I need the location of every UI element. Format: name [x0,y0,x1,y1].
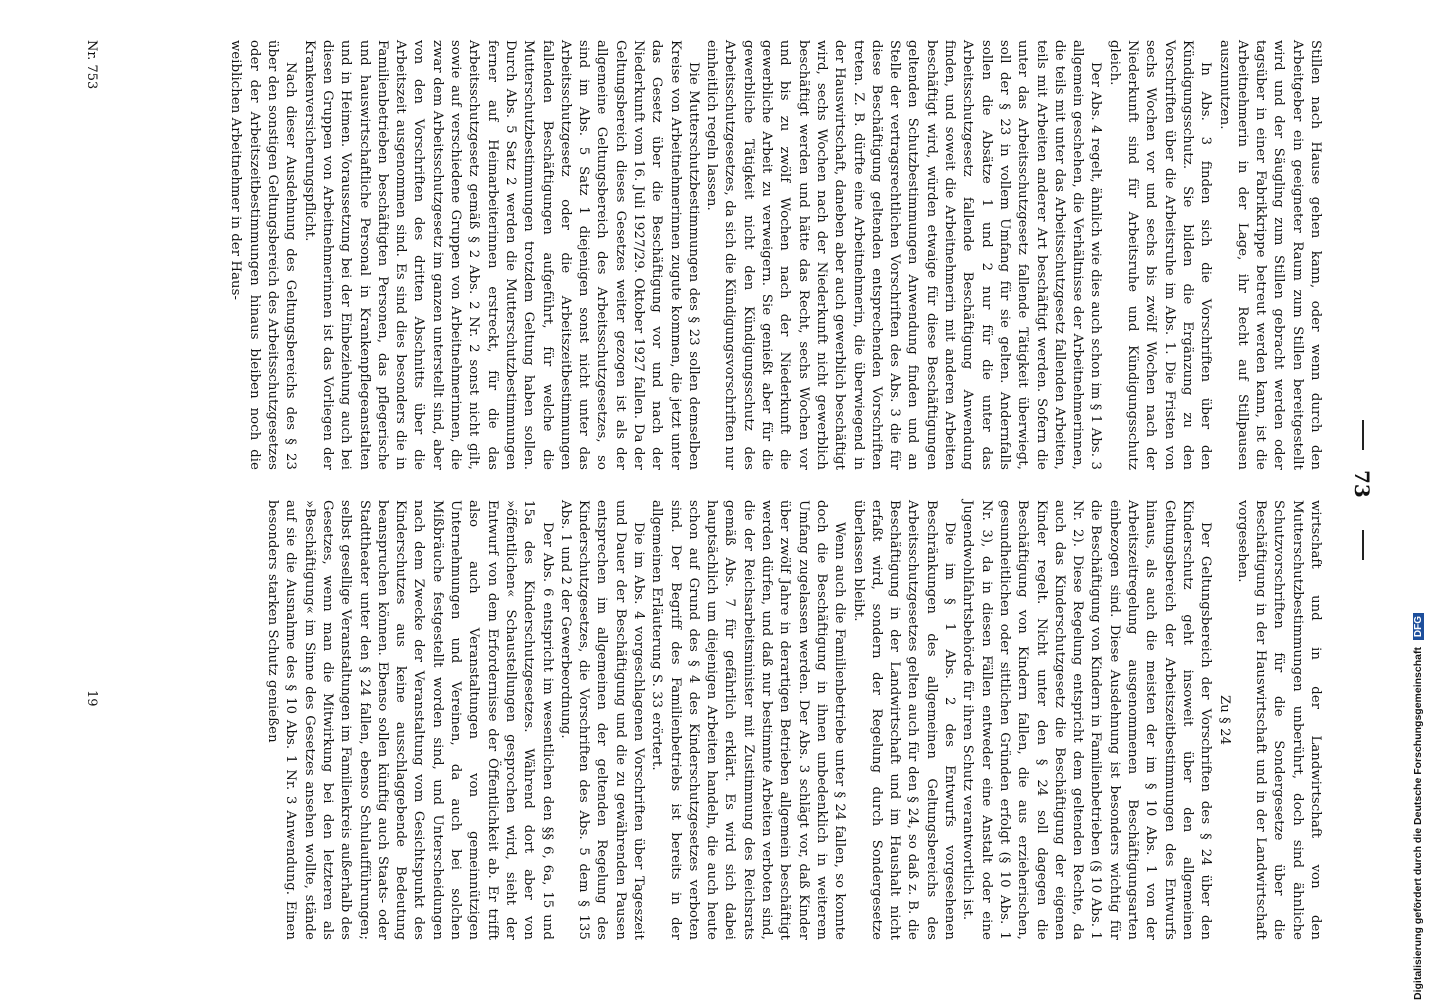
right-paragraph: Wenn auch die Familienbetriebe unter § 24 fallen, so konnte doch die Beschäftigung in ihnen unbedenklich in weiterem Umfang zugelassen werden. Der Abs. 3 schlägt vor, daß Kinder über zwölf Jahre in derartigen Betrieben allgemein beschäftigt werden dürfen, und daß nur bestimmte Arbeiten verboten sind, die der Reichsarbeitsminister mit Zustimmung des Reichsrats gemäß Abs. 7 für gefährlich erklärt. Es wird sich dabei hauptsächlich um diejenigen Arbeiten handeln, die auch heute schon auf Grund des § 4 des Kinderschutzgesetzes verboten sind. Der Begriff des Familienbetriebs ist bereits in der allgemeinen Erläuterung S. 33 erörtert. [649,500,848,940]
right-paragraph: Der Abs. 6 entspricht im wesentlichen den §§ 6, 6a, 15 und 15a des Kinderschutzgesetzes. Während dort aber von »öffentlichen« Schaustellungen gesprochen wird, sieht der Entwurf von dem Erfordernisse der Öffentlichkeit ab. Er trifft also auch Veranstaltungen von gemeinnützigen Unternehmungen und Vereinen, da auch bei solchen Mißbräuche festgestellt worden sind, und Unterscheidungen nach dem Zwecke der Veranstaltung vom Gesichtspunkt des Kinderschutzes aus keine ausschlaggebende Bedeutung beanspruchen können. Ebenso sollen künftig auch Staats- oder Stadttheater unter den § 24 fallen, ebenso Schulaufführungen; selbst gesellige Veranstaltungen im Familienkreis außerhalb des Gesetzes, wenn man die Mitwirkung bei den letzteren als »Beschäftigung« im Sinne des Gesetzes ansehen wollte, stände auf sie die Ausnahme des § 10 Abs. 1 Nr. 3 Anwendung. Einen besonders starken Schutz genießen [265,500,555,940]
left-paragraph: Der Abs. 4 regelt, ähnlich wie dies auch schon im § 1 Abs. 3 allgemein geschehen, die Verhältnisse der Arbeitnehmerinnen, die teils mit unter das Arbeitsschutzgesetz fallenden Arbeiten, teils mit Arbeiten anderer Art beschäftigt werden. Sofern die unter das Arbeitsschutzgesetz fallende Tätigkeit überwiegt, soll der § 23 in vollem Umfang für sie gelten. Andernfalls sollen die Absätze 1 und 2 nur für die unter das Arbeitsschutzgesetz fallende Beschäftigung Anwendung finden, und soweit die Arbeitnehmerin mit anderen Arbeiten beschäftigt wird, würden etwaige für diese Beschäftigungen geltenden Schutzbestimmungen Anwendung finden und an Stelle der vertragsrechtlichen Vorschriften des Abs. 3 die für diese Beschäftigung geltenden entsprechenden Vorschriften treten. Z. B. dürfte eine Arbeitnehmerin, die überwiegend in der Hauswirtschaft, daneben aber auch gewerblich beschäftigt wird, sechs Wochen nach der Niederkunft nicht gewerblich beschäftigt werden und hätte das Recht, sechs Wochen vor und bis zu zwölf Wochen nach der Niederkunft die gewerbliche Arbeit zu verweigern. Sie genießt aber für die gewerbliche Tätigkeit nicht den Kündigungsschutz des Arbeitsschutzgesetzes, da sich die Kündigungsvorschriften nur einheitlich regeln lassen. [704,40,1104,470]
page-number: 73 [1350,470,1374,498]
page-header [1334,0,1374,1000]
left-paragraph: Die Mutterschutzbestimmungen des § 23 sollen demselben Kreise von Arbeitnehmerinnen zugute kommen, die jetzt unter das Gesetz über die Beschäftigung vor und nach der Niederkunft vom 16. Juli 1927/29. Oktober 1927 fallen. Da der Geltungsbereich dieses Gesetzes weiter gezogen ist als der allgemeine Geltungsbereich des Arbeitsschutzgesetzes, so sind im Abs. 5 Satz 1 diejenigen sonst nicht unter das Arbeitsschutzgesetz oder die Arbeitszeitbestimmungen fallenden Beschäftigungen aufgeführt, für welche die Mutterschutzbestimmungen trotzdem Geltung haben sollen. Durch Abs. 5 Satz 2 werden die Mutterschutzbestimmungen ferner auf Heimarbeiterinnen erstreckt, für die das Arbeitsschutzgesetz gemäß § 2 Abs. 2 Nr. 2 sonst nicht gilt, sowie auf verschiedene Gruppen von Arbeitnehmerinnen, die zwar dem Arbeitsschutzgesetz im ganzen unterstellt sind, aber von den Vorschriften des dritten Abschnitts über die Arbeitszeit ausgenommen sind. Es sind dies besonders die in Familienbetrieben beschäftigten Personen, das pflegerische und hauswirtschaftliche Personal in Krankenpflegeanstalten und in Heimen. Voraussetzung bei der Einbeziehung auch bei diesen Gruppen von Arbeitnehmerinnen ist das Vorliegen der Krankenversicherungspflicht. [301,40,701,470]
left-paragraph: Stillen nach Hause gehen kann, oder wenn durch den Arbeitgeber ein geeigneter Raum zum Stillen bereitgestellt wird und der Säugling zum Stillen gebracht werden oder tagsüber in einer Fabrikkrippe betreut werden kann, ist die Arbeitnehmerin in der Lage, ihr Recht auf Stillpausen auszunutzen. [1216,40,1323,470]
dfg-logo: DFG [1413,613,1424,640]
credit-line [1412,613,1424,1000]
credit-text: Digitalisierung gefördert durch die Deutsche Forschungsgemeinschaft [1412,647,1424,1000]
left-paragraph: In Abs. 3 finden sich die Vorschriften über den Kündigungsschutz. Sie bilden die Ergänzung zu den Vorschriften über die Arbeitsruhe im Abs. 1. Die Fristen von sechs Wochen vor und sechs bis zwölf Wochen nach der Niederkunft sind für Arbeitsruhe und Kündigungsschutz gleich. [1106,40,1214,470]
sidebar-credit [1410,0,1434,1000]
section-heading: Zu § 24 [1216,694,1232,746]
right-paragraph: Die im § 1 Abs. 2 des Entwurfs vorgesehenen Beschränkungen des allgemeinen Geltungsbereichs des Arbeitsschutzgesetzes gelten auch für den § 24, so daß z. B. die Beschäftigung in der Landwirtschaft und im Haushalt nicht erfaßt wird, sondern der Regelung durch Sondergesetze überlassen bleibt. [850,500,958,940]
left-paragraph: Nach dieser Ausdehnung des Geltungsbereichs des § 23 über den sonstigen Geltungsbereich des Arbeitsschutzgesetzes oder der Arbeitszeitbestimmungen hinaus bleiben noch die weiblichen Arbeitnehmer in der Haus- [228,40,299,470]
right-paragraph: Die im Abs. 4 vorgeschlagenen Vorschriften über Tageszeit und Dauer der Beschäftigung und die zu gewährenden Pausen entsprechen im allgemeinen der geltenden Regelung des Kinderschutzgesetzes, die Vorschriften des Abs. 5 dem § 135 Abs. 1 und 2 der Gewerbeordnung. [557,500,647,940]
footer-left: Nr. 753 [84,40,99,90]
right-paragraph: Der Geltungsbereich der Vorschriften des § 24 über den Kinderschutz geht insoweit über den allgemeinen Geltungsbereich der Arbeitszeitbestimmungen des Entwurfs hinaus, als auch die meisten der im § 10 Abs. 1 von der Arbeitszeitregelung ausgenommenen Beschäftigungsarten einbezogen sind. Diese Ausdehnung ist besonders wichtig für die Beschäftigung von Kindern in Familienbetrieben (§ 10 Abs. 1 Nr. 2). Diese Regelung entspricht dem geltenden Rechte, da auch das Kinderschutzgesetz die Beschäftigung der eigenen Kinder regelt. Nicht unter den § 24 soll dagegen die Beschäftigung von Kindern fallen, die aus erzieherischen, gesundheitlichen oder sittlichen Gründen erfolgt (§ 10 Abs. 1 Nr. 3), da in diesen Fällen entweder eine Anstalt oder eine Jugendwohlfahrtsbehörde für ihren Schutz verantwortlich ist. [960,500,1214,940]
header-dash-right [1362,530,1364,560]
header-dash-left [1362,420,1364,450]
footer-right: 19 [84,690,99,707]
left-column [226,40,1324,470]
right-column [263,500,1324,940]
right-paragraph: wirtschaft und in der Landwirtschaft von den Mutterschutzbestimmungen unberührt, doch sind ähnliche Schutzvorschriften für die Sondergesetze über die Beschäftigung in der Hauswirtschaft und in der Landwirtschaft vorgesehen. [1234,500,1323,940]
